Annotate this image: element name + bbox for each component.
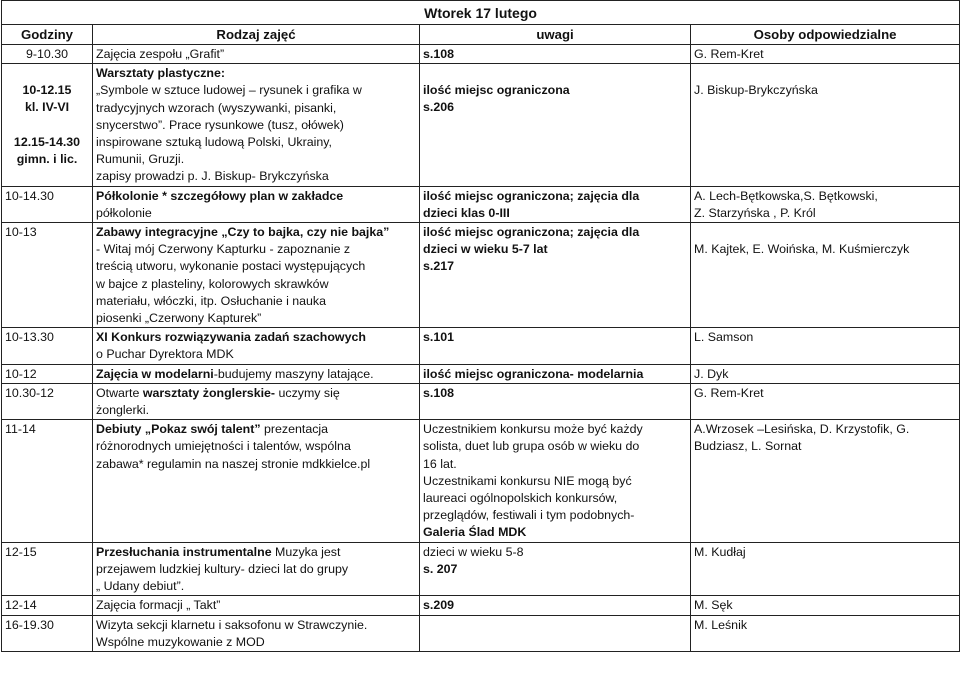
row-persons: G. Rem-Kret [691,383,960,419]
row-type: XI Konkurs rozwiązywania zadań szachowych o Puchar Dyrektora MDK [93,328,420,364]
row-hours: 9-10.30 [2,45,93,64]
row-notes: s.101 [420,328,691,364]
row-type: Otwarte warsztaty żonglerskie- uczymy się żonglerki. [93,383,420,419]
type-bold: Zajęcia w modelarni [96,366,214,381]
table-row [2,420,960,542]
type-bold: Półkolonie * szczegółowy plan w zakładce [96,188,344,203]
header-type: Rodzaj zajęć [93,25,420,45]
row-hours: 10.30-12 [2,383,93,419]
row-notes: s.108 [420,45,691,64]
row-hours: 12-15 [2,542,93,596]
type-rest: -budujemy maszyny latające. [213,366,374,381]
table-row [2,364,960,383]
row-persons: L. Samson [691,328,960,364]
row-hours: 10-14.30 [2,186,93,222]
row-type: Debiuty „Pokaz swój talent” prezentacja różnorodnych umiejętności i talentów, wspólna zabawa* regulamin na naszej stronie mdkkielce.pl [93,420,420,542]
type-plain: Otwarte [96,385,143,400]
type-rest: uczymy się [275,385,340,400]
row-hours: 12-14 [2,596,93,615]
row-hours: 10-12 [2,364,93,383]
row-hours: 10-12.15 kl. IV-VI 12.15-14.30 gimn. i lic. [2,64,93,186]
row-hours: 10-13.30 [2,328,93,364]
row-type: Zajęcia formacji „ Takt” [93,596,420,615]
row-persons: M. Kajtek, E. Woińska, M. Kuśmierczyk [691,223,960,328]
row-hours: 11-14 [2,420,93,542]
table-row [2,328,960,364]
row-persons: A.Wrzosek –Lesińska, D. Krzystofik, G. Budziasz, L. Sornat [691,420,960,542]
type-bold: warsztaty żonglerskie- [142,385,276,400]
table-row [2,596,960,615]
row-persons: G. Rem-Kret [691,45,960,64]
row-type: Zajęcia zespołu „Grafit” [93,45,420,64]
row-persons: M. Sęk [691,596,960,615]
row-type: Półkolonie * szczegółowy plan w zakładce półkolonie [93,186,420,222]
header-notes: uwagi [420,25,691,45]
row-persons: A. Lech-Bętkowska,S. Bętkowski, Z. Starzyńska , P. Król [691,186,960,222]
type-rest: prezentacja [260,422,329,437]
row-notes: s.209 [420,596,691,615]
header-persons: Osoby odpowiedzialne [691,25,960,45]
row-persons: M. Leśnik [691,615,960,651]
row-type: Przesłuchania instrumentalne Muzyka jest przejawem ludzkiej kultury- dzieci lat do grupy „ Udany debiut”. [93,542,420,596]
row-persons: J. Biskup-Brykczyńska [691,64,960,186]
row-notes: ilość miejsc ograniczona; zajęcia dla dzieci w wieku 5-7 lat s.217 [420,223,691,328]
table-row [2,45,960,64]
table-row [2,223,960,328]
schedule-sheet [1,0,959,652]
day-title: Wtorek 17 lutego [2,1,960,25]
type-bold: Debiuty „Pokaz swój talent” [96,422,261,437]
row-type: Warsztaty plastyczne: „Symbole w sztuce ludowej – rysunek i grafika w tradycyjnych wzorach (wyszywanki, pisanki, snycerstwo”. Prace rysunkowe (tusz, ołówek) inspirowane sztuką ludową Polski, Ukrainy, Rumunii, Gruzji. zapisy prowadzi p. J. Biskup- Brykczyńska [93,64,420,186]
table-row [2,542,960,596]
row-hours: 10-13 [2,223,93,328]
row-notes: ilość miejsc ograniczona; zajęcia dla dzieci klas 0-III [420,186,691,222]
table-row [2,186,960,222]
row-notes [420,615,691,651]
row-notes: dzieci w wieku 5-8 s. 207 [420,542,691,596]
row-hours: 16-19.30 [2,615,93,651]
table-row [2,64,960,186]
row-persons: M. Kudłaj [691,542,960,596]
row-notes: ilość miejsc ograniczona- modelarnia [420,364,691,383]
row-type: Wizyta sekcji klarnetu i saksofonu w Strawczynie. Wspólne muzykowanie z MOD [93,615,420,651]
row-notes: s.108 [420,383,691,419]
row-notes: Uczestnikiem konkursu może być każdy solista, duet lub grupa osób w wieku do 16 lat. Uczestnikami konkursu NIE mogą być laureaci ogólnopolskich konkursów, przeglądów, festiwali i tym podobnych- Galeria Ślad MDK [420,420,691,542]
row-persons: J. Dyk [691,364,960,383]
table-row [2,383,960,419]
schedule-table [1,0,960,652]
row-type: Zabawy integracyjne „Czy to bajka, czy nie bajka” - Witaj mój Czerwony Kapturku - zapoznanie z treścią utworu, wykonanie postaci występujących w bajce z plasteliny, kolorowych skrawków materiału, włóczki, itp. Osłuchanie i nauka piosenki „Czerwony Kapturek” [93,223,420,328]
type-rest: Muzyka jest [271,544,341,559]
row-notes: ilość miejsc ograniczona s.206 [420,64,691,186]
table-row [2,615,960,651]
type-bold: Przesłuchania instrumentalne [96,544,272,559]
header-hours: Godziny [2,25,93,45]
row-type [93,364,420,383]
